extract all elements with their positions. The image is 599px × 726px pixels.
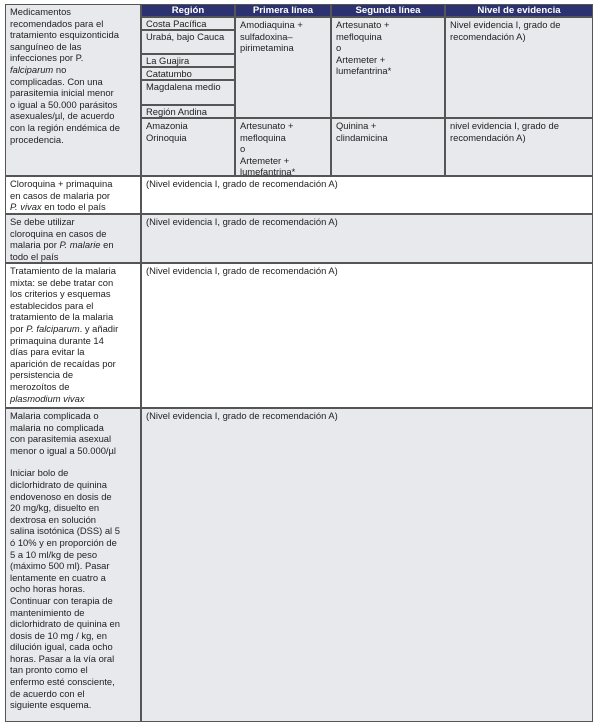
text-line: nivel evidencia I, grado de <box>450 120 559 131</box>
text-line: infecciones por P. <box>10 52 84 64</box>
text-line: 5 a 10 ml/kg de peso <box>10 548 98 560</box>
text-line: Malaria complicada o <box>10 410 99 421</box>
row3-evidence-cell <box>141 214 593 263</box>
text-line: ocho horas horas. <box>10 583 86 595</box>
text-line: los criterios y esquemas <box>10 288 111 300</box>
row2-label-text <box>10 178 136 213</box>
text-line: aparición de recaídas por <box>10 357 116 369</box>
region-name: Magdalena medio <box>146 81 221 92</box>
text-line: mantenimiento de <box>10 606 85 618</box>
text-line: Amazonia <box>146 120 188 131</box>
text-line: establecidos para el <box>10 299 94 311</box>
region-cell <box>141 17 235 30</box>
text-line: de acuerdo con el <box>10 687 85 699</box>
text-line: tan pronto como el <box>10 664 88 676</box>
text-line: Artesunato + <box>240 120 294 131</box>
group-b-evidence-cell <box>445 118 593 176</box>
text-line: sulfadoxina– <box>240 30 293 42</box>
header-region: Región <box>141 4 235 17</box>
text-line: siguiente esquema. <box>10 699 92 711</box>
text-line: clindamicina <box>336 131 388 143</box>
text-line: Artemeter + <box>240 154 290 166</box>
group-b-second-line-cell <box>331 118 445 176</box>
row1-label-cell <box>5 4 141 176</box>
text-line: Artesunato + <box>336 19 390 30</box>
text-line: horas. Pasar a la vía oral <box>10 652 115 664</box>
text-line: enfermo esté consciente, <box>10 676 115 688</box>
text-line: Amodiaquina + <box>240 19 303 30</box>
text-line: con parasitemia asexual <box>10 433 112 445</box>
group-b-region-cell <box>141 118 235 176</box>
header-first-line: Primera línea <box>235 4 331 17</box>
row5-label-text-b <box>10 467 136 710</box>
text-line: ó 10% y en proporción de <box>10 536 117 548</box>
text-line: mefloquina <box>336 30 382 42</box>
text-line: pirimetamina <box>240 42 294 54</box>
row2-evidence-cell <box>141 176 593 214</box>
text-line: Iniciar bolo de <box>10 467 69 479</box>
row5-label-text-a <box>10 410 136 456</box>
region-name: Costa Pacífica <box>146 18 207 29</box>
region-cell <box>141 105 235 118</box>
text-line: o <box>240 143 246 155</box>
text-line: menor o igual a 50.000/µl <box>10 444 116 456</box>
text-line: endovenoso en dosis de <box>10 490 112 502</box>
text-line: Cloroquina + primaquina <box>10 178 113 189</box>
text-line: Artemeter + <box>336 53 386 65</box>
text-line: lumefantrina* <box>240 166 296 176</box>
text-line: Tratamiento de la malaria <box>10 265 116 276</box>
group-a-evidence <box>450 19 588 42</box>
region-name: Urabá, bajo Cauca <box>146 31 225 42</box>
row2-evidence: (Nivel evidencia I, grado de recomendación A) <box>146 178 338 189</box>
text-line: mixta: se debe tratar con <box>10 276 114 288</box>
text-line: dextrosa en solución <box>10 513 96 525</box>
text-line: 20 mg/kg, disuelto en <box>10 502 100 514</box>
text-line: malaria no complicada <box>10 421 104 433</box>
row3-label-cell <box>5 214 141 263</box>
text-line: diclorhidrato de quinina en <box>10 618 120 630</box>
group-a-first-line-cell <box>235 17 331 118</box>
row5-evidence: (Nivel evidencia I, grado de recomendación A) <box>146 410 338 421</box>
group-a-second-line-cell <box>331 17 445 118</box>
text-line: primaquina durante 14 <box>10 334 104 346</box>
text-line: recomendados para el <box>10 17 104 29</box>
text-line: dosis de 10 mg / kg, en <box>10 629 107 641</box>
row1-label-text <box>10 6 136 145</box>
region-cell <box>141 80 235 105</box>
text-line: sanguíneo de las <box>10 40 82 52</box>
text-line: parasitemia inicial menor <box>10 87 114 99</box>
text-line: Medicamentos <box>10 6 71 17</box>
group-b-second-line <box>336 120 440 143</box>
group-b-first-line <box>240 120 326 176</box>
row3-label-text <box>10 216 136 262</box>
group-b-first-line-cell <box>235 118 331 176</box>
row2-label-cell <box>5 176 141 214</box>
text-line: tratamiento de la malaria <box>10 311 114 323</box>
text-line: Se debe utilizar <box>10 216 75 227</box>
row3-evidence: (Nivel evidencia I, grado de recomendación A) <box>146 216 338 227</box>
text-line: tratamiento esquizonticida <box>10 29 119 41</box>
text-line: por P. falciparum. y añadir <box>10 322 119 334</box>
text-line: o igual a 50.000 parásitos <box>10 98 118 110</box>
text-line: P. vivax en todo el país <box>10 201 106 213</box>
group-a-first-line <box>240 19 326 54</box>
text-line: lentamente en cuatro a <box>10 571 106 583</box>
text-line: con la región endémica de <box>10 121 120 133</box>
region-cell <box>141 54 235 67</box>
text-line: Quinina + <box>336 120 377 131</box>
text-line: recomendación A) <box>450 131 526 143</box>
text-line: Orinoquia <box>146 131 187 143</box>
text-line: complicadas. Con una <box>10 75 103 87</box>
row4-evidence-cell <box>141 263 593 408</box>
group-b-regions <box>146 120 230 143</box>
text-line: mefloquina <box>240 131 286 143</box>
text-line: Continuar con terapia de <box>10 594 113 606</box>
region-cell <box>141 30 235 54</box>
text-line: salina isotónica (DSS) al 5 <box>10 525 120 537</box>
text-line: Nivel evidencia I, grado de <box>450 19 561 30</box>
group-a-evidence-cell <box>445 17 593 118</box>
text-line: (máximo 500 ml). Pasar <box>10 560 110 572</box>
text-line: dilución igual, cada ocho <box>10 641 113 653</box>
row5-evidence-cell <box>141 408 593 722</box>
header-evidence: Nivel de evidencia <box>445 4 593 17</box>
text-line: todo el país <box>10 250 59 262</box>
text-line: o <box>336 42 342 54</box>
region-name: Catatumbo <box>146 68 192 79</box>
text-line: malaria por P. malarie en <box>10 239 114 251</box>
row4-label-text <box>10 265 136 404</box>
group-b-evidence <box>450 120 588 143</box>
header-second-line: Segunda línea <box>331 4 445 17</box>
region-name: Región Andina <box>146 106 207 117</box>
row5-label-cell <box>5 408 141 722</box>
text-line: recomendación A) <box>450 30 526 42</box>
text-line: plasmodium vivax <box>10 392 85 404</box>
text-line: persistencia de <box>10 369 74 381</box>
text-line: lumefantrina* <box>336 65 392 77</box>
text-line: diclorhidrato de quinina <box>10 478 107 490</box>
region-cell <box>141 67 235 80</box>
region-name: La Guajira <box>146 55 190 66</box>
text-line: en casos de malaria por <box>10 189 111 201</box>
text-line: procedencia. <box>10 133 64 145</box>
row4-evidence: (Nivel evidencia I, grado de recomendación A) <box>146 265 338 276</box>
text-line: merozoítos de <box>10 380 70 392</box>
row4-label-cell <box>5 263 141 408</box>
text-line: cloroquina en casos de <box>10 227 107 239</box>
group-a-second-line <box>336 19 440 77</box>
text-line: falciparum no <box>10 63 67 75</box>
text-line: días para evitar la <box>10 346 85 358</box>
text-line: asexuales/µl, de acuerdo <box>10 110 115 122</box>
